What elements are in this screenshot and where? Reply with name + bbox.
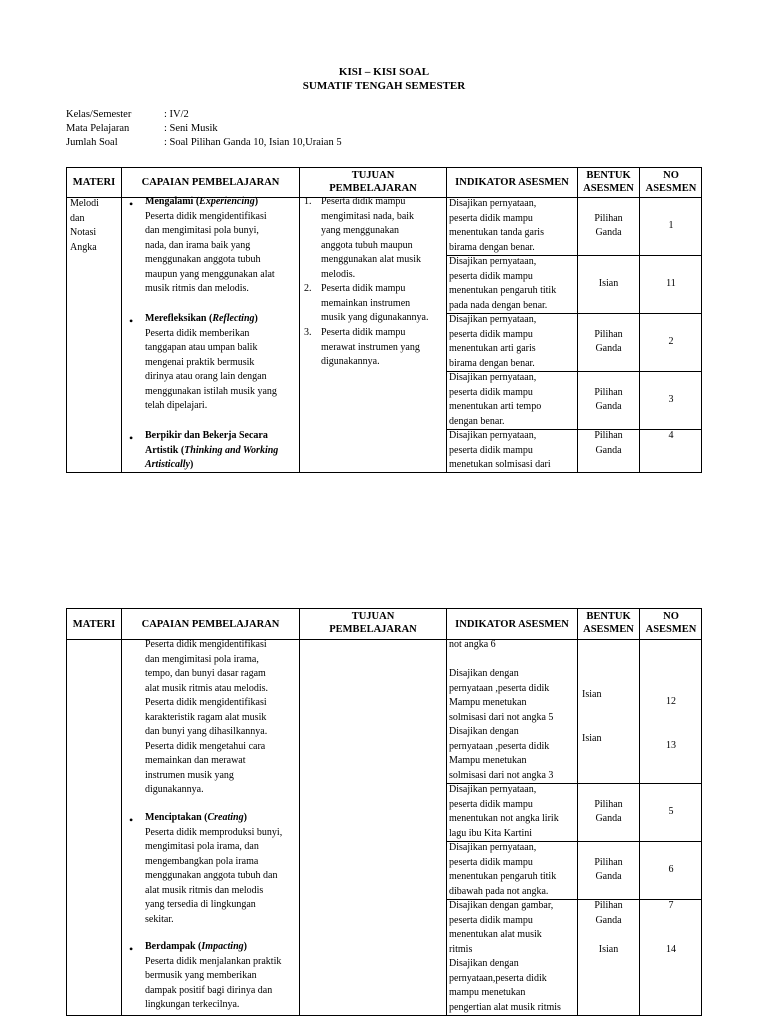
bullet-icon: •	[129, 813, 134, 827]
no-cell: 3	[668, 393, 674, 405]
bentuk-cell: Isian	[598, 277, 619, 289]
bentuk-cell: Pilihan Ganda	[594, 328, 623, 354]
bentuk-cell: Pilihan Ganda Isian	[594, 900, 623, 955]
no-cell: 13	[666, 740, 676, 751]
no-cell: 7 14	[666, 900, 676, 955]
col-bentuk-header: BENTUK ASESMEN	[583, 611, 634, 635]
meta-value-kelas: : IV/2	[164, 109, 189, 120]
indikator-cell: Disajikan pernyataan, peserta didik mampu menentukan arti garis birama dengan benar.	[449, 314, 537, 369]
bentuk-cell: Pilihan Ganda	[594, 386, 623, 412]
col-bentuk-header: BENTUK ASESMEN	[583, 170, 634, 194]
tujuan-item-2: Peserta didik mampu memainkan instrumen musik yang digunakannya.	[321, 283, 429, 323]
tujuan-item-1: Peserta didik mampu mengimitasi nada, baik yang menggunakan anggota tubuh maupun menggunakan alat musik melodis.	[321, 196, 421, 280]
col-capaian-header: CAPAIAN PEMBELAJARAN	[141, 618, 280, 630]
col-materi-header: MATERI	[72, 618, 116, 630]
bentuk-cell: Pilihan Ganda	[594, 212, 623, 238]
kisi-table-2	[66, 608, 702, 1016]
document-subtitle: SUMATIF TENGAH SEMESTER	[302, 80, 466, 92]
col-indikator-header: INDIKATOR ASESMEN	[455, 618, 569, 630]
meta-value-jumlah: : Soal Pilihan Ganda 10, Isian 10,Uraian 5	[164, 137, 342, 148]
capaian-menciptakan: Menciptakan (Creating) Peserta didik memproduksi bunyi, mengimitasi pola irama, dan mengembangkan pola irama menggunakan anggota tubuh dan alat musik ritmis dan melodis yang tersedia di lingkungan sekitar.	[145, 812, 283, 925]
col-no-header: NO ASESMEN	[645, 611, 697, 635]
indikator-cell: not angka 6 Disajikan dengan pernyataan ,peserta didik Mampu menetukan solmisasi dari not angka 5 Disajikan dengan pernyataan ,peserta didik Mampu menetukan solmisasi dari not angka 3	[449, 639, 554, 781]
document-title: KISI – KISI SOAL	[338, 66, 430, 78]
capaian-continued: Peserta didik mengidentifikasi dan mengimitasi pola irama, tempo, dan bunyi dasar ragam alat musik ritmis atau melodis. Peserta didik mengidentifikasi karakteristik ragam alat musik dan bunyi yang dihasilkannya. Peserta didik mengetahui cara memainkan dan merawat instrumen musik yang digunakannya.	[145, 639, 269, 795]
bullet-icon: •	[129, 431, 134, 445]
bullet-icon: •	[129, 314, 134, 328]
indikator-cell: Disajikan pernyataan, peserta didik mampu menentukan tanda garis birama dengan benar.	[449, 198, 544, 253]
col-tujuan-header: TUJUAN PEMBELAJARAN	[329, 170, 417, 194]
tujuan-number: 2.	[304, 283, 312, 294]
no-cell: 2	[668, 335, 674, 347]
meta-label-jumlah: Jumlah Soal	[66, 137, 118, 148]
indikator-cell: Disajikan pernyataan, peserta didik mampu menentukan arti tempo dengan benar.	[449, 372, 542, 427]
col-tujuan-header: TUJUAN PEMBELAJARAN	[329, 611, 417, 635]
col-no-header: NO ASESMEN	[645, 170, 697, 194]
bullet-icon: •	[129, 197, 134, 211]
no-cell: 5	[668, 805, 674, 817]
col-capaian-header: CAPAIAN PEMBELAJARAN	[141, 177, 280, 188]
col-materi-header: MATERI	[72, 177, 116, 188]
bentuk-cell: Pilihan Ganda	[594, 856, 623, 882]
capaian-berdampak: Berdampak (Impacting) Peserta didik menjalankan praktik bermusik yang memberikan dampak positif bagi dirinya dan lingkungan terkecilnya.	[145, 941, 282, 1010]
bentuk-cell: Pilihan Ganda	[594, 798, 623, 824]
capaian-mengalami: Mengalami (Experiencing) Peserta didik mengidentifikasi dan mengimitasi pola bunyi, nada, dan irama baik yang menggunakan anggota tubuh maupun yang menggunakan alat musik ritmis dan melodis.	[145, 196, 275, 294]
no-cell: 4	[668, 430, 674, 441]
tujuan-item-3: Peserta didik mampu merawat instrumen yang digunakannya.	[321, 327, 420, 367]
tujuan-number: 3.	[304, 327, 312, 338]
indikator-cell: Disajikan pernyataan, peserta didik mampu menentukan not angka lirik lagu ibu Kita Kartini	[449, 784, 559, 839]
no-cell: 11	[666, 277, 676, 289]
indikator-cell: Disajikan pernyataan, peserta didik mampu menentukan pengaruh titik dibawah pada not angka.	[449, 842, 557, 897]
col-indikator-header: INDIKATOR ASESMEN	[455, 177, 569, 188]
kisi-table-1	[66, 167, 702, 473]
indikator-cell: Disajikan pernyataan, peserta didik mampu menentukan pengaruh titik pada nada dengan benar.	[449, 256, 557, 311]
no-cell: 1	[668, 219, 674, 231]
bentuk-cell: Isian	[582, 689, 602, 700]
meta-label-mapel: Mata Pelajaran	[66, 123, 130, 134]
capaian-berpikir: Berpikir dan Bekerja Secara Artistik (Thinking and Working Artistically)	[145, 430, 279, 470]
meta-value-mapel: : Seni Musik	[164, 123, 218, 134]
meta-label-kelas: Kelas/Semester	[66, 109, 132, 120]
indikator-cell: Disajikan pernyataan, peserta didik mampu menetukan solmisasi dari	[449, 430, 551, 470]
tujuan-number: 1.	[304, 196, 312, 207]
bentuk-cell: Isian	[582, 733, 602, 744]
no-cell: 12	[666, 696, 676, 707]
capaian-merefleksikan: Merefleksikan (Reflecting) Peserta didik memberikan tanggapan atau umpan balik mengenai praktik bermusik dirinya atau orang lain dengan menggunakan istilah musik yang telah dipelajari.	[145, 313, 277, 411]
no-cell: 6	[668, 863, 674, 875]
materi-cell: Melodi dan Notasi Angka	[70, 198, 99, 253]
bullet-icon: •	[129, 942, 134, 956]
indikator-cell: Disajikan dengan gambar, peserta didik mampu menentukan alat musik ritmis Disajikan dengan pernyataan,peserta didik mampu menetukan pengertian alat musik ritmis	[449, 900, 561, 1013]
bentuk-cell: Pilihan Ganda	[594, 430, 623, 456]
